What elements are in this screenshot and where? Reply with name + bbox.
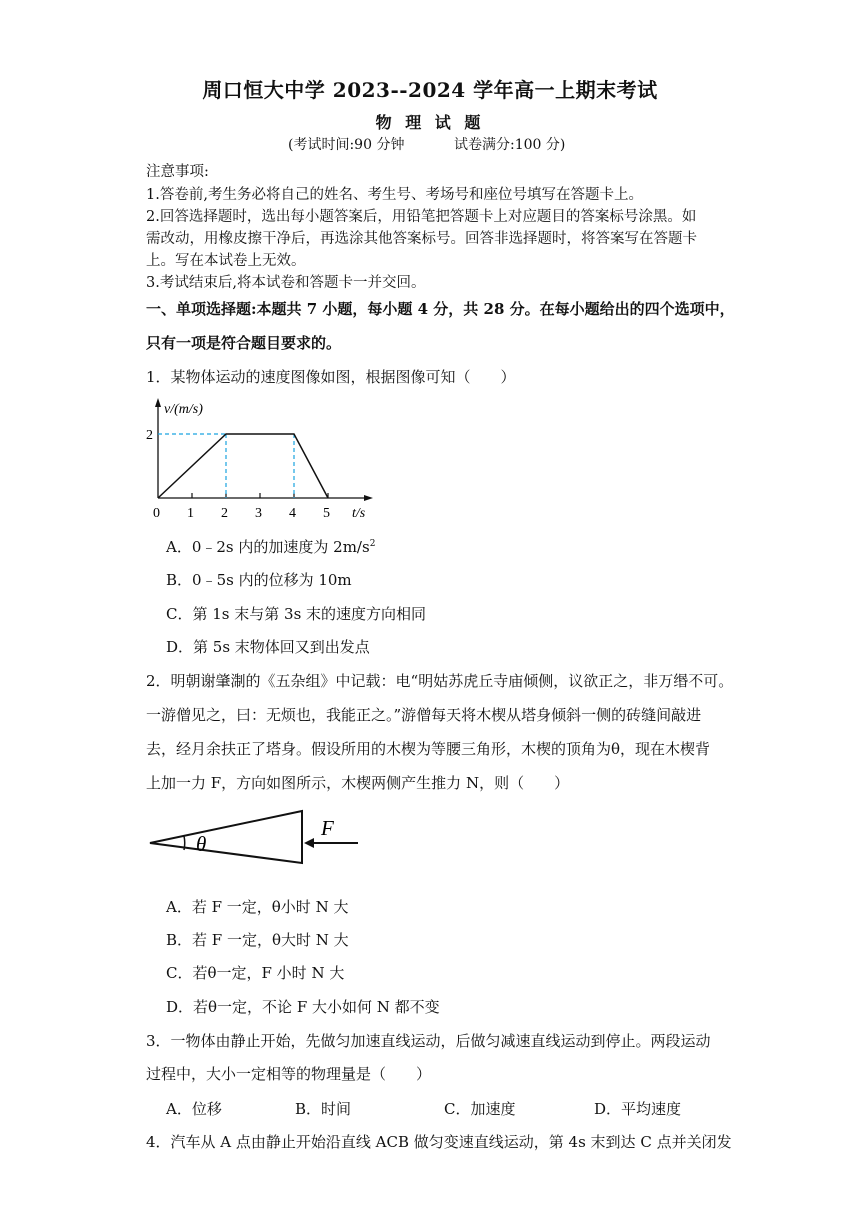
x-tick-label: 3 [255, 506, 262, 521]
question-4-line: 4．汽车从 A 点由静止开始沿直线 ACB 做匀变速直线运动，第 4s 末到达 C 点并关闭发 [146, 1133, 732, 1151]
force-arrow-head [304, 838, 314, 848]
guide-lines [158, 434, 294, 498]
velocity-time-graph [140, 395, 380, 525]
q1-option-a-text: A．0﹣2s 内的加速度为 2m/s [166, 538, 370, 556]
q1-option-a [166, 536, 375, 557]
q1-option-c: C．第 1s 末与第 3s 末的速度方向相同 [166, 605, 427, 623]
q3-option-d: D．平均速度 [594, 1100, 682, 1118]
q1-option-a-exponent: 2 [369, 539, 376, 549]
x-tick-label: 4 [289, 506, 296, 521]
q2-option-a: A．若 F 一定，θ小时 N 大 [166, 898, 349, 916]
note-item: 2.回答选择题时，选出每小题答案后，用铅笔把答题卡上对应题目的答案标号涂黑。如 [146, 209, 697, 225]
note-item: 上。写在本试卷上无效。 [146, 253, 306, 269]
y-tick-label: 2 [146, 428, 153, 443]
q3-option-a: A．位移 [166, 1100, 222, 1118]
section-heading-cont: 只有一项是符合题目要求的。 [146, 334, 342, 352]
subject-title: 物 理 试 题 [375, 113, 485, 132]
wedge-diagram [140, 800, 370, 870]
question-2-line: 去，经月余扶正了塔身。假设所用的木楔为等腰三角形，木楔的顶角为θ，现在木楔背 [146, 740, 711, 758]
q3-option-c: C．加速度 [444, 1100, 516, 1118]
full-score: 试卷满分:100 分) [454, 137, 566, 153]
wedge-triangle [150, 811, 302, 863]
question-2-line: 上加一力 F，方向如图所示，木楔两侧产生推力 N，则（ ） [146, 774, 570, 792]
note-item: 3.考试结束后,将本试卷和答题卡一并交回。 [146, 275, 426, 291]
question-2-line: 2．明朝谢肇淛的《五杂组》中记载：电“明姑苏虎丘寺庙倾侧，议欲正之，非万缗不可。 [146, 672, 734, 690]
question-3-line: 3．一物体由静止开始，先做匀加速直线运动，后做匀减速直线运动到停止。两段运动 [146, 1032, 711, 1050]
force-label: F [321, 816, 334, 840]
q2-option-b: B．若 F 一定，θ大时 N 大 [166, 931, 349, 949]
q2-option-d: D．若θ一定，不论 F 大小如何 N 都不变 [166, 998, 440, 1016]
exam-title: 周口恒大中学 2023--2024 学年高一上期末考试 [202, 78, 658, 102]
notes-heading: 注意事项: [146, 164, 209, 180]
velocity-curve [158, 434, 328, 498]
theta-label: θ [196, 832, 207, 856]
y-axis-label: v/(m/s) [164, 402, 203, 417]
section-heading: 一、单项选择题:本题共 7 小题，每小题 4 分，共 28 分。在每小题给出的四个选项中， [146, 300, 735, 318]
q3-option-b: B．时间 [295, 1100, 352, 1118]
x-tick-label: 2 [221, 506, 228, 521]
exam-time: (考试时间:90 分钟 [288, 137, 405, 153]
note-item: 需改动，用橡皮擦干净后，再选涂其他答案标号。回答非选择题时，将答案写在答题卡 [146, 231, 697, 247]
q2-option-c: C．若θ一定，F 小时 N 大 [166, 964, 345, 982]
q1-option-d: D．第 5s 末物体回又到出发点 [166, 638, 370, 656]
q1-option-b: B．0﹣5s 内的位移为 10m [166, 571, 352, 589]
x-tick-label: 1 [187, 506, 194, 521]
v-axis-arrow [155, 398, 161, 407]
x-axis-label: t/s [352, 506, 366, 521]
x-tick-label: 5 [323, 506, 330, 521]
question-2-line: 一游僧见之，曰：无烦也，我能正之。”游僧每天将木楔从塔身倾斜一侧的砖缝间敲进 [146, 706, 702, 724]
theta-arc [184, 836, 185, 850]
question-1-stem: 1．某物体运动的速度图像如图，根据图像可知（ ） [146, 368, 516, 386]
t-axis-arrow [364, 495, 373, 501]
question-3-line: 过程中，大小一定相等的物理量是（ ） [146, 1065, 432, 1083]
note-item: 1.答卷前,考生务必将自己的姓名、考生号、考场号和座位号填写在答题卡上。 [146, 187, 643, 203]
x-tick-label: 0 [153, 506, 160, 521]
